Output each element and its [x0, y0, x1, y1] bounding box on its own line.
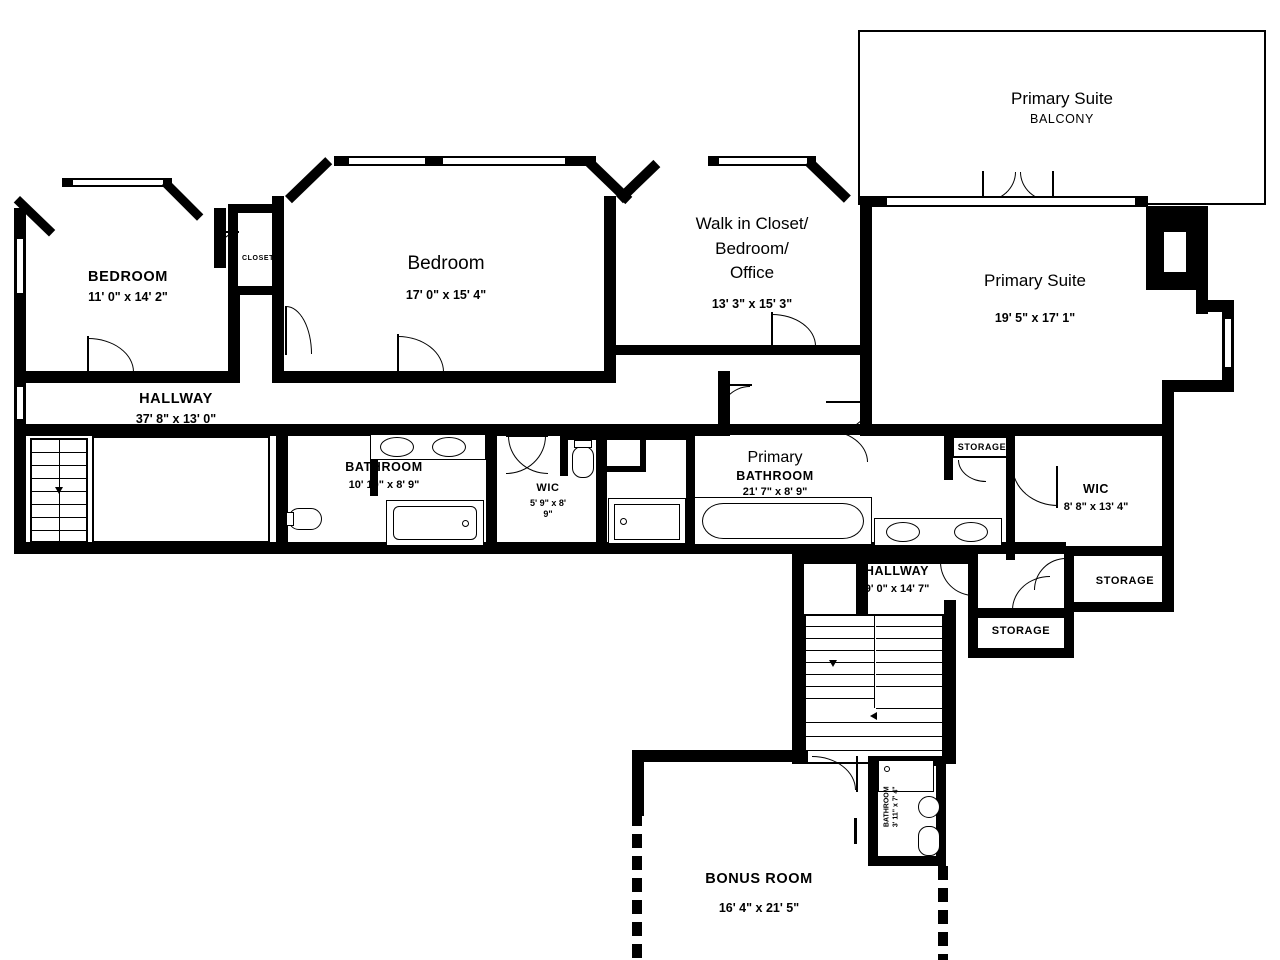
storage-2-label: STORAGE	[991, 625, 1051, 637]
small-bath-door-leaf	[856, 756, 858, 792]
closet-door-leaf	[214, 231, 239, 233]
storage-3-bottom-wall	[1064, 602, 1174, 612]
wic-large-label	[1032, 482, 1160, 514]
storage-1-door-arc	[958, 460, 986, 482]
primary-suite-dimensions: 19' 5" x 17' 1"	[994, 311, 1076, 326]
wic-office-wall-right	[860, 196, 872, 352]
bonus-room-dimensions: 16' 4" x 21' 5"	[718, 901, 800, 916]
closet-wall-bottom	[228, 286, 274, 295]
primary-suite-name: Primary Suite	[983, 271, 1087, 290]
small-bath-stub	[854, 818, 857, 844]
stair-center-step	[806, 638, 874, 639]
bed1-window-left	[16, 238, 24, 294]
bath1-sink-left	[380, 437, 414, 457]
wic-office-label	[652, 212, 852, 313]
bed2-wall-bottom	[272, 371, 616, 383]
bed1-window-top	[72, 179, 164, 186]
primary-bath-sub: BATHROOM	[736, 469, 814, 483]
primary-bath-top-wall-2	[862, 424, 1174, 435]
primary-bath-left-wall	[596, 424, 607, 554]
small-bath-toilet	[918, 826, 940, 856]
bedroom-1-label	[28, 268, 228, 306]
wc-partition	[596, 466, 646, 472]
lower-left-outer-wall	[14, 424, 26, 554]
bathroom-1-label	[300, 460, 468, 492]
wic-office-door-leaf	[771, 312, 773, 346]
bath1-right-wall	[486, 424, 497, 554]
small-bath-sink	[918, 796, 940, 818]
stair-center-step-r	[876, 626, 944, 627]
bed1-wall-right-lower	[228, 286, 240, 378]
lower-left-bottom-wall	[14, 542, 292, 554]
bed2-wall-right	[604, 196, 616, 376]
hallway1-window-left	[16, 386, 24, 420]
wic-small-dimensions-a: 5' 9" x 8'	[529, 497, 567, 508]
primary-bath-sink-right	[954, 522, 988, 542]
hallway-1-name: HALLWAY	[139, 391, 213, 407]
stair-center-step-r	[876, 650, 944, 651]
open-to-below-area	[92, 436, 270, 543]
bonus-room-top-wall	[632, 750, 808, 762]
stair-center-step	[806, 674, 874, 675]
stair-center-arrow-down	[829, 660, 837, 667]
wic-office-window-top	[718, 157, 808, 165]
stair-center-step-r	[876, 674, 944, 675]
small-bath-tub-drain	[884, 766, 890, 772]
bath1-tub-drain	[462, 520, 469, 527]
wic-small-dimensions-b: 9"	[543, 509, 553, 519]
storage-2-bottom-wall	[968, 648, 1074, 658]
wic-office-bay-left-diag	[616, 160, 660, 203]
wic-small-bottom-wall	[497, 542, 607, 554]
hall-door-bed2-arc	[286, 306, 312, 354]
storage-1-label: STORAGE	[957, 442, 1007, 452]
bath1-toilet-tank	[286, 512, 294, 526]
stair-center-step-r	[876, 686, 944, 687]
wic-small-name: WIC	[536, 482, 560, 494]
bedroom-2-dimensions: 17' 0" x 15' 4"	[405, 287, 487, 302]
small-bath-name: BATHROOM	[883, 786, 891, 828]
wic-office-line2: Bedroom/	[715, 238, 789, 258]
balcony-name: Primary Suite	[1010, 89, 1114, 108]
stair-center-step	[806, 662, 874, 663]
primary-window-right	[1224, 318, 1232, 368]
wic-large-dimensions: 8' 8" x 13' 4"	[1063, 500, 1129, 513]
primary-right-step	[1196, 300, 1234, 312]
bedroom-2-label	[346, 252, 546, 303]
stair-center-step-b	[806, 736, 944, 737]
wc-toilet	[572, 446, 594, 478]
primary-suite-label	[930, 270, 1140, 327]
wic-large-name: WIC	[1082, 482, 1110, 496]
closet-wall-top	[228, 204, 284, 213]
stair-center-rail	[874, 614, 875, 708]
bathroom-1-dimensions: 10' 10" x 8' 9"	[348, 478, 420, 491]
wic-office-door-arc	[772, 314, 816, 346]
primary-window-top	[886, 197, 1136, 206]
bath1-left-wall	[276, 424, 288, 554]
bathroom-1-name: BATHROOM	[345, 460, 423, 474]
bonus-room-left-wall	[632, 750, 644, 816]
small-bath-label	[883, 777, 901, 837]
hallway-1-label	[76, 390, 276, 428]
primary-bath-wc-wall-top	[560, 432, 688, 440]
primary-right-nook-inner	[1186, 214, 1208, 290]
closet-label: CLOSET	[242, 255, 274, 262]
wic-large-left-wall	[1006, 430, 1015, 560]
bed2-door-arc	[398, 336, 444, 372]
bed2-door-leaf	[397, 334, 399, 372]
wic-office-line1: Walk in Closet/	[695, 214, 809, 233]
bed1-door-leaf	[87, 336, 89, 372]
hallway-1-dimensions: 37' 8" x 13' 0"	[135, 412, 217, 427]
hallway-2-name: HALLWAY	[864, 564, 930, 578]
bed1-bay-corner-right	[162, 179, 204, 221]
bonus-room-left-wall-open	[632, 812, 642, 960]
wc-partition-vert	[640, 440, 646, 470]
primary-bath-dimensions: 21' 7" x 8' 9"	[742, 485, 808, 498]
storage-3-top-wall	[1064, 546, 1174, 556]
stair-center-landing	[876, 708, 944, 709]
bonus-room-right-wall-open	[938, 866, 948, 960]
bed2-window-top-b	[442, 157, 566, 165]
bath1-sink-right	[432, 437, 466, 457]
hallway-2-dimensions: 9' 0" x 14' 7"	[864, 582, 930, 595]
stair-direction-arrow	[55, 487, 63, 494]
stair-center-step-r	[876, 638, 944, 639]
primary-bath-shower-drain	[620, 518, 627, 525]
bedroom-2-name: Bedroom	[407, 253, 485, 274]
wic-office-bay-right-diag	[805, 158, 851, 203]
stair-center-step-b	[806, 722, 944, 723]
stair-center-arrow-left	[870, 712, 877, 720]
small-bath-bottom-wall	[868, 856, 946, 866]
hallway2-right-wall-lower	[944, 600, 956, 764]
primary-entry-door-leaf	[826, 401, 871, 403]
primary-bath-sink-left	[886, 522, 920, 542]
bed1-bottom-wall	[14, 371, 240, 383]
bed1-door-arc	[88, 338, 134, 372]
stair-center-step	[806, 626, 874, 627]
small-bath-dimensions: 3' 11" x 7' 4"	[892, 786, 899, 828]
hallway-2-label	[808, 564, 986, 596]
wc-toilet-tank	[574, 440, 592, 448]
bed2-bay-left-diag	[285, 157, 332, 203]
small-bath-left-wall	[868, 756, 878, 866]
wic-office-line3: Office	[729, 263, 775, 283]
bonus-room-name: BONUS ROOM	[705, 871, 813, 887]
balcony-sub: BALCONY	[1030, 112, 1094, 127]
wic-small-label	[498, 482, 598, 520]
storage-1-wall-left	[944, 430, 953, 480]
balcony-label	[912, 88, 1212, 128]
storage-2-door-arc	[1012, 576, 1050, 610]
bed2-window-top-a	[348, 157, 426, 165]
primary-bath-tub-basin	[702, 503, 864, 539]
primary-bath-name: Primary	[747, 449, 803, 466]
wic-office-wall-bottom	[616, 345, 872, 355]
storage-3-label: STORAGE	[1095, 575, 1155, 587]
stair-center-step	[806, 650, 874, 651]
bedroom-1-name: BEDROOM	[88, 269, 168, 285]
stair-center-step	[806, 698, 874, 699]
hallway2-left-wall	[792, 554, 804, 764]
hall-door-bed2-leaf	[285, 306, 287, 355]
stair-center-step-r	[876, 662, 944, 663]
stair-center-step-b	[806, 750, 944, 751]
stair-center-step	[806, 686, 874, 687]
hallway1-door-leaf	[718, 384, 752, 386]
wic-office-dimensions: 13' 3" x 15' 3"	[711, 296, 793, 311]
bonus-room-label	[670, 870, 848, 917]
bedroom-1-dimensions: 11' 0" x 14' 2"	[88, 290, 168, 305]
